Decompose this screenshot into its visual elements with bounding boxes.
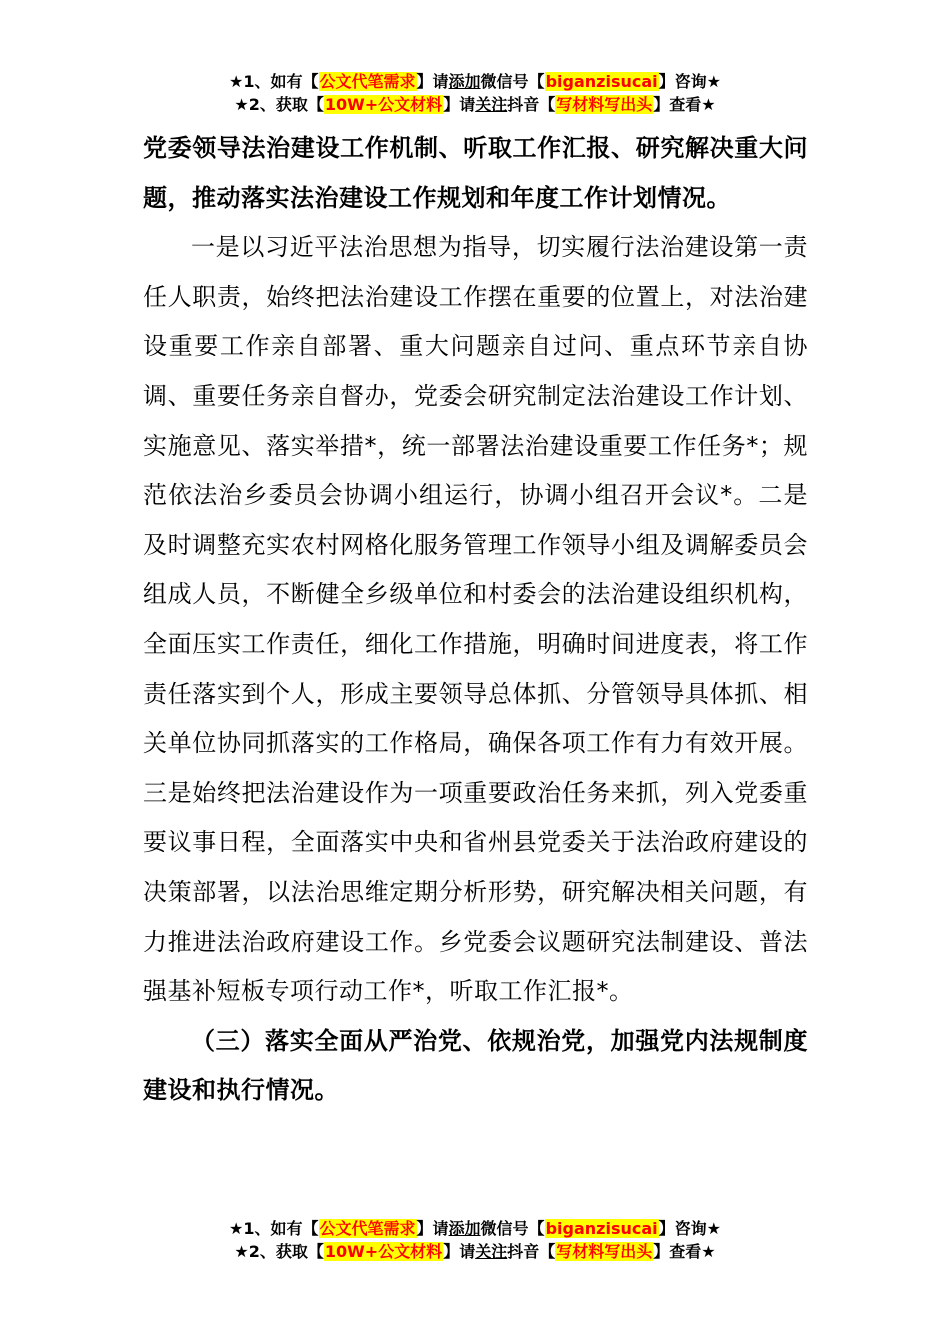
promo-line-2: ★2、获取【10W+公文材料】请关注抖音【写材料写出头】查看★: [234, 95, 716, 114]
promo-line-2: ★2、获取【10W+公文材料】请关注抖音【写材料写出头】查看★: [234, 1242, 716, 1261]
promo-banner-bottom: [0, 1217, 950, 1263]
promo-line-1: ★1、如有【公文代笔需求】请添加微信号【biganzisucai】咨询★: [229, 72, 721, 91]
highlight-text: 写材料写出头: [556, 1242, 653, 1261]
highlight-text: 10W+公文材料: [324, 95, 443, 114]
promo-line-1: ★1、如有【公文代笔需求】请添加微信号【biganzisucai】咨询★: [229, 1219, 721, 1238]
paragraph-main: 一是以习近平法治思想为指导，切实履行法治建设第一责任人职责，始终把法治建设工作摆在重要的位置上，对法治建设重要工作亲自部署、重大问题亲自过问、重点环节亲自协调、重要任务亲自督办，党委会研究制定法治建设工作计划、实施意见、落实举措*，统一部署法治建设重要工作任务*；规范依法治乡委员会协调小组运行，协调小组召开会议*。二是及时调整充实农村网格化服务管理工作领导小组及调解委员会组成人员，不断健全乡级单位和村委会的法治建设组织机构，全面压实工作责任，细化工作措施，明确时间进度表，将工作责任落实到个人，形成主要领导总体抓、分管领导具体抓、相关单位协同抓落实的工作格局，确保各项工作有力有效开展。三是始终把法治建设作为一项重要政治任务来抓，列入党委重要议事日程，全面落实中央和省州县党委关于法治政府建设的决策部署，以法治思维定期分析形势，研究解决相关问题，有力推进法治政府建设工作。乡党委会议题研究法制建设、普法强基补短板专项行动工作*，听取工作汇报*。: [143, 233, 808, 1006]
paragraph-continuation: 党委领导法治建设工作机制、听取工作汇报、研究解决重大问题，推动落实法治建设工作规划和年度工作计划情况。: [143, 134, 808, 212]
document-body: [143, 124, 808, 1116]
promo-banner-top: [0, 70, 950, 116]
highlight-text: biganzisucai: [545, 1219, 658, 1238]
highlight-text: 公文代笔需求: [319, 1219, 416, 1238]
highlight-text: biganzisucai: [545, 72, 658, 91]
highlight-text: 写材料写出头: [556, 95, 653, 114]
highlight-text: 公文代笔需求: [319, 72, 416, 91]
highlight-text: 10W+公文材料: [324, 1242, 443, 1261]
section-heading: （三）落实全面从严治党、依规治党，加强党内法规制度建设和执行情况。: [143, 1026, 808, 1105]
